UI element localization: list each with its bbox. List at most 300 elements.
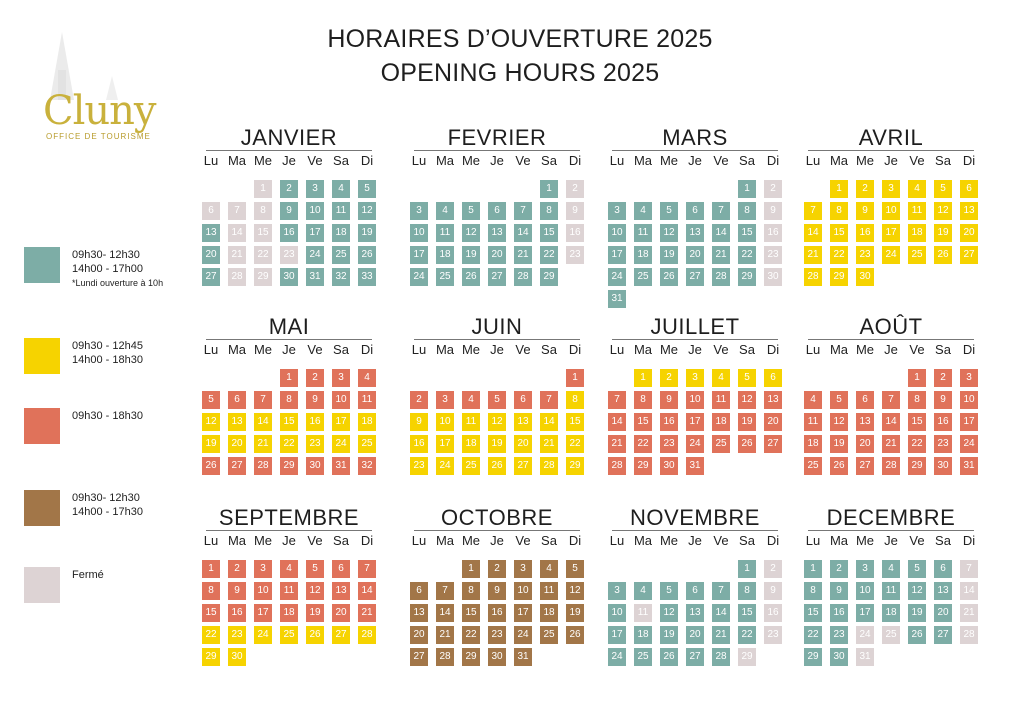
month-divider (414, 339, 580, 340)
weekday-header: Ve (307, 153, 323, 168)
day-cell: 15 (634, 413, 652, 431)
day-cell: 16 (410, 435, 428, 453)
legend-line1: 09h30- 12h30 (72, 492, 140, 504)
day-cell: 6 (488, 202, 506, 220)
day-cell: 2 (660, 369, 678, 387)
day-cell: 18 (712, 413, 730, 431)
day-cell: 26 (908, 626, 926, 644)
day-cell: 5 (566, 560, 584, 578)
month-divider (612, 530, 778, 531)
day-cell: 12 (738, 391, 756, 409)
day-cell: 19 (462, 246, 480, 264)
weekday-header: Ve (909, 153, 925, 168)
day-cell: 27 (488, 268, 506, 286)
day-cell: 4 (462, 391, 480, 409)
day-cell: 7 (882, 391, 900, 409)
day-cell: 30 (488, 648, 506, 666)
day-cell: 25 (358, 435, 376, 453)
day-cell: 11 (332, 202, 350, 220)
day-cell: 26 (566, 626, 584, 644)
day-cell: 2 (856, 180, 874, 198)
day-cell: 28 (254, 457, 272, 475)
day-cell: 17 (332, 413, 350, 431)
day-cell: 1 (254, 180, 272, 198)
month-novembre (604, 505, 786, 685)
weekday-header: Lu (805, 342, 821, 357)
day-cell: 18 (436, 246, 454, 264)
day-cell: 7 (960, 560, 978, 578)
day-cell: 16 (306, 413, 324, 431)
day-cell: 27 (514, 457, 532, 475)
day-cell: 29 (540, 268, 558, 286)
day-cell: 5 (488, 391, 506, 409)
weekday-header: Je (282, 342, 296, 357)
day-cell: 25 (908, 246, 926, 264)
day-cell: 29 (202, 648, 220, 666)
day-cell: 22 (202, 626, 220, 644)
day-cell: 10 (514, 582, 532, 600)
day-cell: 1 (830, 180, 848, 198)
weekday-header: Ma (633, 342, 653, 357)
month-janvier (198, 125, 380, 305)
weekday-header: Ma (435, 533, 455, 548)
day-cell: 11 (882, 582, 900, 600)
day-cell: 15 (738, 224, 756, 242)
day-cell: 30 (830, 648, 848, 666)
day-cell: 31 (686, 457, 704, 475)
day-cell: 14 (712, 224, 730, 242)
day-cell: 13 (488, 224, 506, 242)
month-name: JUILLET (650, 314, 740, 339)
day-cell: 27 (202, 268, 220, 286)
day-cell: 27 (764, 435, 782, 453)
legend-text (72, 491, 143, 519)
weekday-header: Me (855, 153, 875, 168)
day-cell: 14 (254, 413, 272, 431)
day-cell: 21 (882, 435, 900, 453)
weekday-header: Lu (203, 153, 219, 168)
day-cell: 16 (660, 413, 678, 431)
day-cell: 17 (254, 604, 272, 622)
day-cell: 9 (410, 413, 428, 431)
day-cell: 17 (960, 413, 978, 431)
day-cell: 4 (540, 560, 558, 578)
day-cell: 21 (254, 435, 272, 453)
day-cell: 7 (436, 582, 454, 600)
day-cell: 15 (202, 604, 220, 622)
day-cell: 19 (830, 435, 848, 453)
month-name: OCTOBRE (441, 505, 553, 530)
day-cell: 23 (934, 435, 952, 453)
weekday-header: Lu (203, 533, 219, 548)
day-cell: 31 (332, 457, 350, 475)
day-cell: 6 (410, 582, 428, 600)
weekday-header: Lu (609, 342, 625, 357)
day-cell: 25 (540, 626, 558, 644)
month-mai (198, 314, 380, 494)
day-cell: 20 (686, 626, 704, 644)
day-cell: 22 (908, 435, 926, 453)
weekday-header: Di (766, 153, 780, 168)
day-cell: 5 (738, 369, 756, 387)
day-cell: 18 (332, 224, 350, 242)
day-cell: 21 (608, 435, 626, 453)
day-cell: 3 (608, 582, 626, 600)
day-cell: 20 (332, 604, 350, 622)
month-name: JUIN (471, 314, 523, 339)
legend-swatch (24, 247, 60, 283)
day-cell: 16 (764, 604, 782, 622)
page-title-en: OPENING HOURS 2025 (380, 59, 660, 87)
day-cell: 24 (436, 457, 454, 475)
day-cell: 12 (462, 224, 480, 242)
day-cell: 5 (934, 180, 952, 198)
day-cell: 18 (804, 435, 822, 453)
weekday-header: Je (884, 342, 898, 357)
weekday-header: Ma (227, 342, 247, 357)
day-cell: 17 (608, 246, 626, 264)
day-cell: 8 (634, 391, 652, 409)
day-cell: 23 (764, 626, 782, 644)
weekday-header: Lu (411, 342, 427, 357)
day-cell: 30 (764, 268, 782, 286)
day-cell: 16 (830, 604, 848, 622)
day-cell: 23 (280, 246, 298, 264)
weekday-header: Me (253, 153, 273, 168)
day-cell: 20 (960, 224, 978, 242)
day-cell: 28 (712, 648, 730, 666)
day-cell: 32 (358, 457, 376, 475)
day-cell: 23 (566, 246, 584, 264)
day-cell: 16 (488, 604, 506, 622)
day-cell: 21 (436, 626, 454, 644)
day-cell: 28 (514, 268, 532, 286)
day-cell: 26 (660, 268, 678, 286)
day-cell: 24 (306, 246, 324, 264)
legend-swatch (24, 490, 60, 526)
day-cell: 7 (514, 202, 532, 220)
month-avril (800, 125, 982, 305)
month-name: MAI (268, 314, 310, 339)
month-octobre (406, 505, 588, 685)
day-cell: 9 (660, 391, 678, 409)
day-cell: 12 (908, 582, 926, 600)
day-cell: 19 (306, 604, 324, 622)
day-cell: 5 (358, 180, 376, 198)
day-cell: 11 (908, 202, 926, 220)
day-cell: 32 (332, 268, 350, 286)
day-cell: 13 (686, 224, 704, 242)
day-cell: 23 (856, 246, 874, 264)
weekday-header: Di (360, 342, 374, 357)
weekday-header: Ma (633, 153, 653, 168)
day-cell: 13 (228, 413, 246, 431)
day-cell: 26 (738, 435, 756, 453)
day-cell: 20 (856, 435, 874, 453)
day-cell: 24 (332, 435, 350, 453)
day-cell: 8 (202, 582, 220, 600)
month-name: AOÛT (859, 314, 923, 339)
day-cell: 13 (934, 582, 952, 600)
day-cell: 8 (908, 391, 926, 409)
weekday-header: Ma (829, 153, 849, 168)
day-cell: 10 (410, 224, 428, 242)
day-cell: 28 (608, 457, 626, 475)
month-juin (406, 314, 588, 494)
day-cell: 24 (410, 268, 428, 286)
day-cell: 25 (712, 435, 730, 453)
day-cell: 6 (686, 202, 704, 220)
day-cell: 11 (280, 582, 298, 600)
day-cell: 31 (856, 648, 874, 666)
legend-swatch (24, 338, 60, 374)
day-cell: 29 (462, 648, 480, 666)
day-cell: 11 (712, 391, 730, 409)
day-cell: 4 (882, 560, 900, 578)
day-cell: 21 (514, 246, 532, 264)
day-cell: 15 (804, 604, 822, 622)
day-cell: 8 (462, 582, 480, 600)
day-cell: 2 (410, 391, 428, 409)
day-cell: 21 (804, 246, 822, 264)
day-cell: 23 (830, 626, 848, 644)
month-divider (612, 150, 778, 151)
day-cell: 15 (254, 224, 272, 242)
day-cell: 6 (514, 391, 532, 409)
day-cell: 18 (634, 246, 652, 264)
day-cell: 3 (254, 560, 272, 578)
day-cell: 18 (634, 626, 652, 644)
day-cell: 9 (764, 202, 782, 220)
day-cell: 3 (882, 180, 900, 198)
day-cell: 13 (202, 224, 220, 242)
weekday-header: Me (253, 533, 273, 548)
day-cell: 24 (514, 626, 532, 644)
day-cell: 24 (882, 246, 900, 264)
day-cell: 20 (410, 626, 428, 644)
day-cell: 1 (462, 560, 480, 578)
day-cell: 8 (566, 391, 584, 409)
day-cell: 23 (306, 435, 324, 453)
legend-swatch (24, 408, 60, 444)
weekday-header: Me (659, 153, 679, 168)
day-cell: 17 (686, 413, 704, 431)
weekday-header: Sa (935, 153, 951, 168)
day-cell: 5 (462, 202, 480, 220)
day-cell: 13 (960, 202, 978, 220)
legend-text (72, 409, 143, 423)
day-cell: 1 (202, 560, 220, 578)
day-cell: 8 (738, 202, 756, 220)
day-cell: 14 (804, 224, 822, 242)
day-cell: 28 (960, 626, 978, 644)
day-cell: 29 (254, 268, 272, 286)
day-cell: 21 (712, 246, 730, 264)
day-cell: 31 (306, 268, 324, 286)
day-cell: 15 (738, 604, 756, 622)
day-cell: 12 (934, 202, 952, 220)
day-cell: 17 (882, 224, 900, 242)
day-cell: 28 (228, 268, 246, 286)
day-cell: 33 (358, 268, 376, 286)
day-cell: 25 (332, 246, 350, 264)
day-cell: 30 (280, 268, 298, 286)
day-cell: 9 (228, 582, 246, 600)
day-cell: 25 (462, 457, 480, 475)
day-cell: 20 (934, 604, 952, 622)
day-cell: 27 (228, 457, 246, 475)
day-cell: 1 (566, 369, 584, 387)
day-cell: 8 (738, 582, 756, 600)
day-cell: 8 (830, 202, 848, 220)
day-cell: 6 (764, 369, 782, 387)
day-cell: 4 (358, 369, 376, 387)
day-cell: 1 (738, 180, 756, 198)
weekday-header: Di (962, 533, 976, 548)
month-divider (808, 339, 974, 340)
day-cell: 6 (228, 391, 246, 409)
day-cell: 28 (712, 268, 730, 286)
day-cell: 27 (332, 626, 350, 644)
day-cell: 30 (856, 268, 874, 286)
day-cell: 4 (634, 202, 652, 220)
day-cell: 22 (634, 435, 652, 453)
day-cell: 15 (280, 413, 298, 431)
day-cell: 11 (634, 604, 652, 622)
day-cell: 28 (540, 457, 558, 475)
day-cell: 14 (436, 604, 454, 622)
weekday-header: Lu (609, 153, 625, 168)
day-cell: 11 (358, 391, 376, 409)
day-cell: 7 (358, 560, 376, 578)
month-fevrier (406, 125, 588, 305)
day-cell: 19 (660, 626, 678, 644)
day-cell: 22 (738, 246, 756, 264)
day-cell: 3 (436, 391, 454, 409)
weekday-header: Sa (935, 342, 951, 357)
weekday-header: Me (461, 533, 481, 548)
day-cell: 28 (436, 648, 454, 666)
day-cell: 14 (514, 224, 532, 242)
day-cell: 29 (908, 457, 926, 475)
day-cell: 27 (934, 626, 952, 644)
day-cell: 20 (488, 246, 506, 264)
day-cell: 3 (514, 560, 532, 578)
day-cell: 14 (608, 413, 626, 431)
day-cell: 20 (686, 246, 704, 264)
day-cell: 24 (686, 435, 704, 453)
day-cell: 13 (410, 604, 428, 622)
day-cell: 5 (660, 202, 678, 220)
month-name: JANVIER (240, 125, 338, 150)
day-cell: 19 (934, 224, 952, 242)
weekday-header: Lu (411, 153, 427, 168)
day-cell: 26 (488, 457, 506, 475)
legend-note: *Lundi ouverture à 10h (72, 278, 164, 288)
day-cell: 1 (908, 369, 926, 387)
day-cell: 10 (856, 582, 874, 600)
day-cell: 25 (634, 268, 652, 286)
day-cell: 10 (436, 413, 454, 431)
day-cell: 9 (764, 582, 782, 600)
day-cell: 21 (712, 626, 730, 644)
day-cell: 9 (488, 582, 506, 600)
day-cell: 2 (306, 369, 324, 387)
weekday-header: Di (568, 342, 582, 357)
legend-line1: 09h30- 12h30 (72, 249, 140, 261)
month-divider (206, 530, 372, 531)
day-cell: 21 (540, 435, 558, 453)
day-cell: 12 (306, 582, 324, 600)
day-cell: 26 (660, 648, 678, 666)
day-cell: 16 (764, 224, 782, 242)
day-cell: 15 (540, 224, 558, 242)
weekday-header: Me (253, 342, 273, 357)
day-cell: 12 (488, 413, 506, 431)
weekday-header: Di (962, 153, 976, 168)
day-cell: 28 (882, 457, 900, 475)
day-cell: 11 (634, 224, 652, 242)
day-cell: 28 (804, 268, 822, 286)
day-cell: 3 (856, 560, 874, 578)
day-cell: 1 (540, 180, 558, 198)
weekday-header: Je (688, 342, 702, 357)
day-cell: 15 (462, 604, 480, 622)
day-cell: 4 (332, 180, 350, 198)
day-cell: 17 (514, 604, 532, 622)
day-cell: 10 (306, 202, 324, 220)
day-cell: 16 (856, 224, 874, 242)
day-cell: 17 (608, 626, 626, 644)
day-cell: 2 (488, 560, 506, 578)
day-cell: 12 (660, 604, 678, 622)
weekday-header: Je (490, 153, 504, 168)
day-cell: 6 (856, 391, 874, 409)
day-cell: 14 (882, 413, 900, 431)
weekday-header: Ve (909, 342, 925, 357)
weekday-header: Lu (203, 342, 219, 357)
day-cell: 25 (436, 268, 454, 286)
day-cell: 6 (332, 560, 350, 578)
weekday-header: Sa (333, 153, 349, 168)
month-name: DECEMBRE (826, 505, 956, 530)
day-cell: 5 (908, 560, 926, 578)
day-cell: 13 (332, 582, 350, 600)
day-cell: 14 (358, 582, 376, 600)
day-cell: 11 (540, 582, 558, 600)
day-cell: 2 (566, 180, 584, 198)
month-name: MARS (662, 125, 728, 150)
month-septembre (198, 505, 380, 685)
day-cell: 27 (686, 268, 704, 286)
legend-swatch (24, 567, 60, 603)
month-divider (206, 339, 372, 340)
day-cell: 10 (686, 391, 704, 409)
day-cell: 2 (830, 560, 848, 578)
day-cell: 7 (712, 582, 730, 600)
month-divider (808, 530, 974, 531)
day-cell: 17 (856, 604, 874, 622)
day-cell: 8 (540, 202, 558, 220)
day-cell: 13 (686, 604, 704, 622)
day-cell: 14 (228, 224, 246, 242)
day-cell: 2 (280, 180, 298, 198)
day-cell: 6 (934, 560, 952, 578)
day-cell: 18 (280, 604, 298, 622)
day-cell: 13 (514, 413, 532, 431)
day-cell: 31 (514, 648, 532, 666)
weekday-header: Ma (633, 533, 653, 548)
